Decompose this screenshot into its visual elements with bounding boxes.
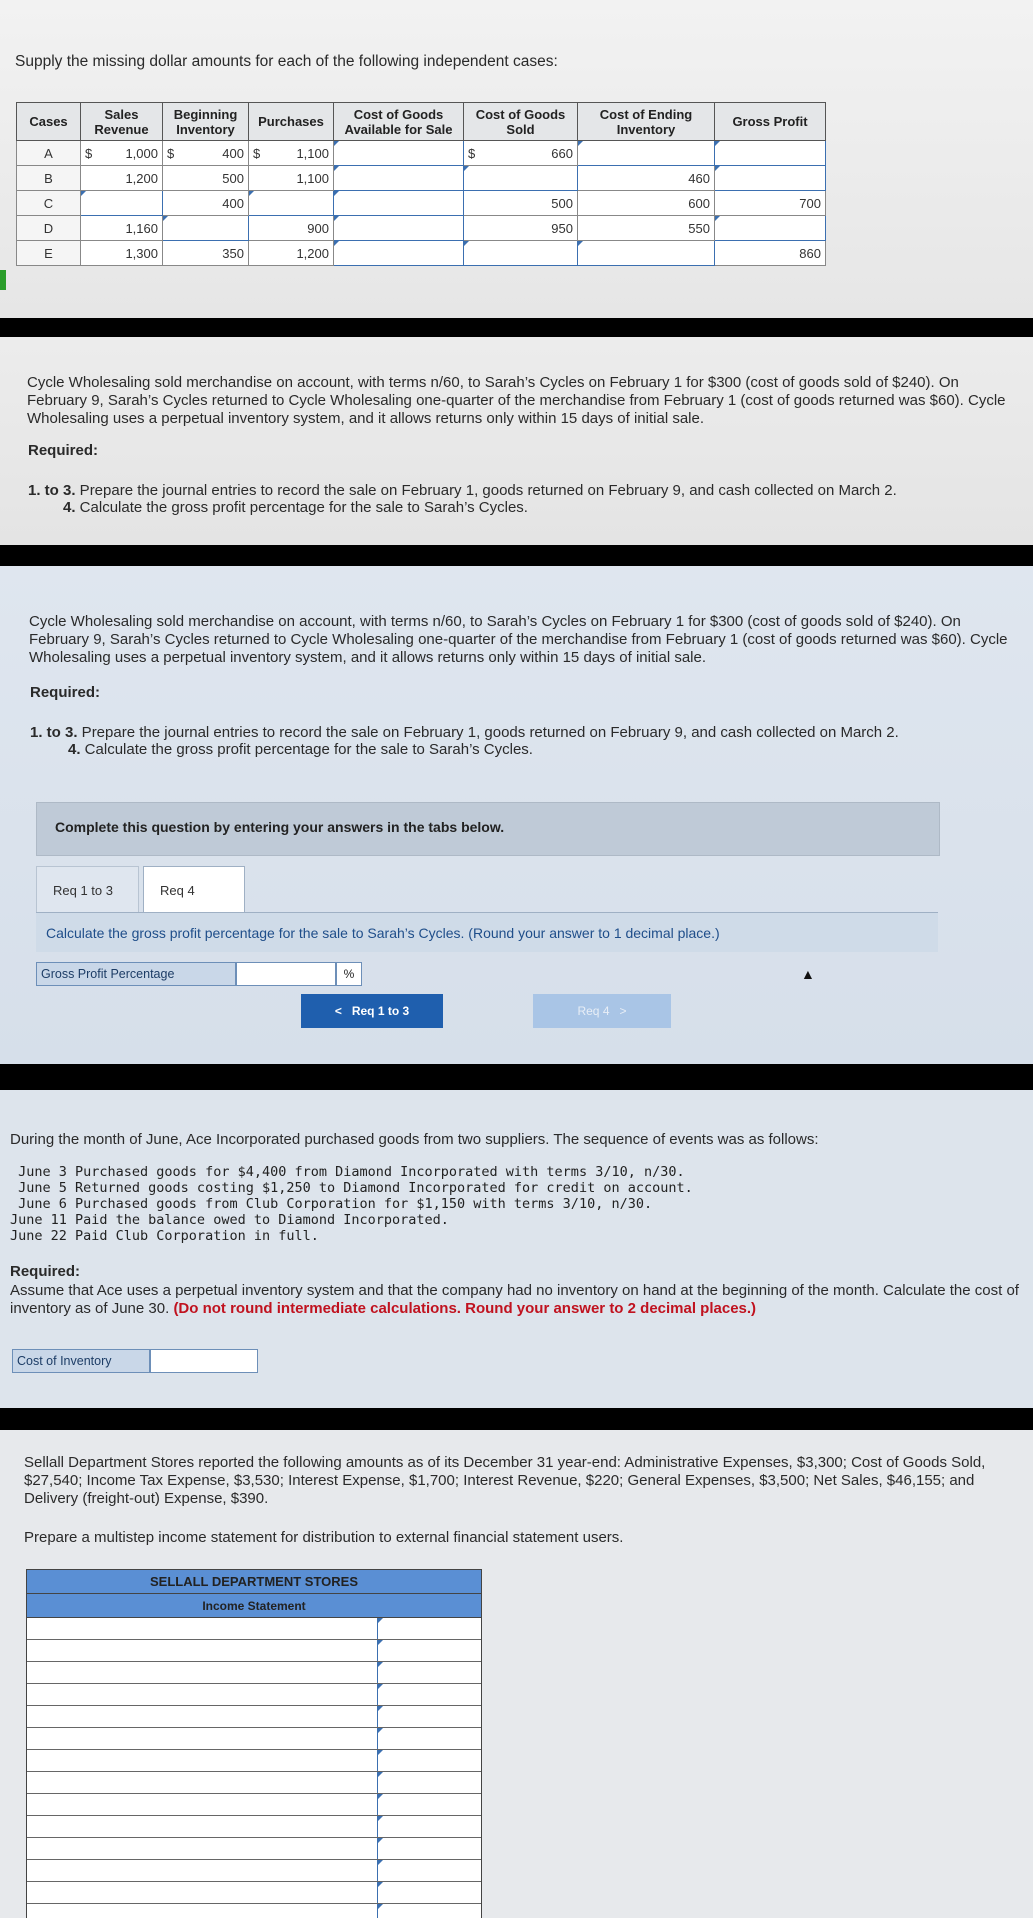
tab-req-4[interactable]: Req 4 (143, 866, 245, 914)
purchases-cell (249, 141, 334, 166)
income-statement-row[interactable] (27, 1794, 481, 1816)
required-label: Required: (10, 1263, 81, 1280)
income-statement-row[interactable] (27, 1684, 481, 1706)
ending-inventory-cell[interactable] (578, 141, 715, 166)
req-num: 4. (63, 499, 76, 516)
req-num: 1. to 3. (30, 724, 78, 741)
cycle-answer-panel (0, 566, 1033, 1064)
cogs-cell[interactable] (464, 241, 578, 266)
cell-value: 550 (688, 220, 710, 236)
row-amount-input[interactable] (377, 1794, 481, 1815)
cost-of-inventory-label: Cost of Inventory (12, 1349, 150, 1373)
required-label: Required: (28, 442, 99, 459)
purchases-cell (249, 216, 334, 241)
case-label: D (17, 216, 81, 241)
gross-profit-cell[interactable] (715, 166, 826, 191)
cell-value: 1,000 (125, 145, 158, 161)
req-1-to-3-line (30, 724, 899, 742)
cell-value: 950 (551, 220, 573, 236)
purchases-cell (249, 166, 334, 191)
cell-value: 500 (222, 170, 244, 186)
case-row (17, 141, 826, 166)
income-statement-row[interactable] (27, 1838, 481, 1860)
case-label: E (17, 241, 81, 266)
cost-of-inventory-input[interactable] (150, 1349, 258, 1373)
cell-value: 700 (799, 195, 821, 211)
cycle-paragraph: Cycle Wholesaling sold merchandise on account, with terms n/60, to Sarah’s Cycles on February 1 for $300 (cost of goods sold of $240). On February 9, Sarah’s Cycles returned to Cycle Wholesaling one-quarter of the merchandise from February 1 (cost of goods returned was $60). Cycle Wholesaling uses a perpetual inventory system, and it allows returns only within 15 days of initial sale. (27, 374, 1006, 427)
col-cogas: Cost of Goods Available for Sale (334, 103, 464, 141)
row-amount-input[interactable] (377, 1838, 481, 1859)
cell-value: 900 (307, 220, 329, 236)
ending-inventory-cell (578, 191, 715, 216)
instruction-text: Calculate the gross profit percentage for the sale to Sarah’s Cycles. (Round your answer to 1 decimal place.) (46, 925, 720, 941)
cell-value: 1,200 (296, 245, 329, 261)
req-1-to-3-line (28, 482, 897, 500)
ace-required-text (10, 1282, 1020, 1318)
sales-revenue-cell (81, 166, 163, 191)
col-cases: Cases (17, 103, 81, 141)
cell-value: 600 (688, 195, 710, 211)
row-amount-input[interactable] (377, 1640, 481, 1661)
sales-revenue-cell (81, 241, 163, 266)
dollar-sign: $ (167, 145, 175, 161)
statement-title: Income Statement (27, 1594, 481, 1618)
col-cogs: Cost of Goods Sold (464, 103, 578, 141)
next-req-label: Req 4 (577, 1004, 610, 1018)
cogs-cell (464, 141, 578, 166)
ace-required-red: (Do not round intermediate calculations. Round your answer to 2 decimal places.) (173, 1300, 757, 1317)
income-statement-row[interactable] (27, 1662, 481, 1684)
ace-intro: During the month of June, Ace Incorporated purchased goods from two suppliers. The sequence of events was as follows: (10, 1131, 819, 1148)
row-amount-input[interactable] (377, 1816, 481, 1837)
ace-events (10, 1164, 693, 1244)
income-statement-row[interactable] (27, 1882, 481, 1904)
cell-value: 400 (222, 195, 244, 211)
chevron-right-icon: > (609, 1004, 627, 1018)
prev-req-label: Req 1 to 3 (351, 1004, 410, 1018)
next-req-button[interactable] (533, 994, 671, 1028)
gp-label: Gross Profit Percentage (36, 962, 236, 986)
gross-profit-cell (715, 241, 826, 266)
req-text: Calculate the gross profit percentage for the sale to Sarah’s Cycles. (75, 499, 528, 516)
company-name: SELLALL DEPARTMENT STORES (27, 1570, 481, 1594)
cogs-cell[interactable] (464, 166, 578, 191)
complete-banner-text: Complete this question by entering your answers in the tabs below. (55, 819, 505, 835)
row-amount-input[interactable] (377, 1904, 481, 1918)
case-row (17, 241, 826, 266)
dollar-sign: $ (85, 145, 93, 161)
row-amount-input[interactable] (377, 1706, 481, 1727)
cogas-cell[interactable] (334, 191, 464, 216)
cycle-paragraph: Cycle Wholesaling sold merchandise on account, with terms n/60, to Sarah’s Cycles on February 1 for $300 (cost of goods sold of $240). On February 9, Sarah’s Cycles returned to Cycle Wholesaling one-quarter of the merchandise from February 1 (cost of goods returned was $60). Cycle Wholesaling uses a perpetual inventory system, and it allows returns only within 15 days of initial sale. (29, 613, 1008, 666)
progress-marker (0, 270, 6, 290)
req-text: Prepare the journal entries to record the sale on February 1, goods returned on February 9, and cash collected on March 2. (77, 724, 899, 741)
dollar-sign: $ (468, 145, 476, 161)
gross-profit-cell (715, 191, 826, 216)
req-num: 4. (68, 741, 81, 758)
income-statement-form (26, 1569, 482, 1918)
income-statement-row[interactable] (27, 1728, 481, 1750)
row-amount-input[interactable] (377, 1662, 481, 1683)
cogs-cell (464, 216, 578, 241)
beginning-inventory-cell[interactable] (163, 216, 249, 241)
row-amount-input[interactable] (377, 1772, 481, 1793)
dollar-sign: $ (253, 145, 261, 161)
req-text: Calculate the gross profit percentage for the sale to Sarah’s Cycles. (80, 741, 533, 758)
missing-amounts-panel (0, 0, 1033, 318)
beginning-inventory-cell (163, 141, 249, 166)
row-amount-input[interactable] (377, 1860, 481, 1881)
cogas-cell[interactable] (334, 166, 464, 191)
cycle-question-panel (0, 337, 1033, 545)
row-amount-input[interactable] (377, 1882, 481, 1903)
beginning-inventory-cell (163, 191, 249, 216)
cell-value: 1,100 (296, 145, 329, 161)
event-line: June 6 Purchased goods from Club Corporation for $1,150 with terms 3/10, n/30. (10, 1196, 653, 1212)
req-num: 1. to 3. (28, 482, 76, 499)
req-4-line (68, 741, 533, 759)
tab-req-1-to-3[interactable]: Req 1 to 3 (36, 866, 139, 914)
income-statement-row[interactable] (27, 1618, 481, 1640)
case-row (17, 166, 826, 191)
case-label: C (17, 191, 81, 216)
req-4-line (63, 499, 528, 517)
gross-profit-cell[interactable] (715, 141, 826, 166)
col-ending-inventory: Cost of Ending Inventory (578, 103, 715, 141)
gp-input[interactable] (236, 962, 336, 986)
ending-inventory-cell[interactable] (578, 241, 715, 266)
income-statement-row[interactable] (27, 1750, 481, 1772)
sales-revenue-cell (81, 141, 163, 166)
ace-inventory-panel (0, 1090, 1033, 1408)
sales-revenue-cell (81, 216, 163, 241)
cell-value: 500 (551, 195, 573, 211)
income-statement-row[interactable] (27, 1706, 481, 1728)
cogs-cell (464, 191, 578, 216)
beginning-inventory-cell (163, 166, 249, 191)
sellall-instruction: Prepare a multistep income statement for distribution to external financial statement users. (24, 1529, 624, 1546)
required-label: Required: (30, 684, 101, 701)
case-row (17, 216, 826, 241)
cell-value: 460 (688, 170, 710, 186)
event-line: June 3 Purchased goods for $4,400 from Diamond Incorporated with terms 3/10, n/30. (10, 1164, 685, 1180)
ace-required-plain: Assume that Ace uses a perpetual inventory system and that the company had no inventory on hand at the beginning of the month. Calculate the cost of inventory as of June 30. (10, 1282, 1019, 1317)
row-amount-input[interactable] (377, 1618, 481, 1639)
prev-req-button[interactable] (301, 994, 443, 1028)
cogas-cell[interactable] (334, 141, 464, 166)
cursor-icon: ▲ (801, 966, 815, 982)
income-statement-row[interactable] (27, 1860, 481, 1882)
cases-header-row (17, 103, 826, 141)
income-statement-row[interactable] (27, 1772, 481, 1794)
chevron-left-icon: < (334, 1004, 352, 1018)
gp-percent-unit: % (336, 962, 362, 986)
case-label: A (17, 141, 81, 166)
col-purchases: Purchases (249, 103, 334, 141)
cogas-cell[interactable] (334, 241, 464, 266)
cogas-cell[interactable] (334, 216, 464, 241)
row-amount-input[interactable] (377, 1728, 481, 1749)
ending-inventory-cell (578, 216, 715, 241)
event-line: June 22 Paid Club Corporation in full. (10, 1228, 319, 1244)
req-text: Prepare the journal entries to record the sale on February 1, goods returned on February 9, and cash collected on March 2. (75, 482, 897, 499)
cell-value: 1,100 (296, 170, 329, 186)
event-line: June 5 Returned goods costing $1,250 to Diamond Incorporated for credit on account. (10, 1180, 693, 1196)
case-label: B (17, 166, 81, 191)
row-amount-input[interactable] (377, 1750, 481, 1771)
col-sales-revenue: Sales Revenue (81, 103, 163, 141)
cell-value: 1,300 (125, 245, 158, 261)
event-line: June 11 Paid the balance owed to Diamond Incorporated. (10, 1212, 449, 1228)
panel1-heading: Supply the missing dollar amounts for each of the following independent cases: (15, 53, 558, 70)
cell-value: 1,160 (125, 220, 158, 236)
col-gross-profit: Gross Profit (715, 103, 826, 141)
cell-value: 1,200 (125, 170, 158, 186)
sales-revenue-cell[interactable] (81, 191, 163, 216)
beginning-inventory-cell (163, 241, 249, 266)
income-statement-row[interactable] (27, 1904, 481, 1918)
cases-table (16, 102, 826, 266)
purchases-cell (249, 241, 334, 266)
purchases-cell[interactable] (249, 191, 334, 216)
complete-banner (36, 802, 940, 856)
gross-profit-cell[interactable] (715, 216, 826, 241)
ending-inventory-cell (578, 166, 715, 191)
col-beginning-inventory: Beginning Inventory (163, 103, 249, 141)
cell-value: 400 (222, 145, 244, 161)
cell-value: 660 (551, 145, 573, 161)
income-statement-row[interactable] (27, 1640, 481, 1662)
cell-value: 860 (799, 245, 821, 261)
case-row (17, 191, 826, 216)
sellall-paragraph: Sellall Department Stores reported the following amounts as of its December 31 year-end: Administrative Expenses, $3,300; Cost of Goods Sold, $27,540; Income Tax Expense, $3,530; Interest Expense, $1,700; Interest Revenue, $220; General Expenses, $3,500; Net Sales, $46,155; and Delivery (freight-out) Expense, $390. (24, 1454, 986, 1507)
cell-value: 350 (222, 245, 244, 261)
row-amount-input[interactable] (377, 1684, 481, 1705)
instruction-bar (36, 912, 938, 952)
income-statement-row[interactable] (27, 1816, 481, 1838)
